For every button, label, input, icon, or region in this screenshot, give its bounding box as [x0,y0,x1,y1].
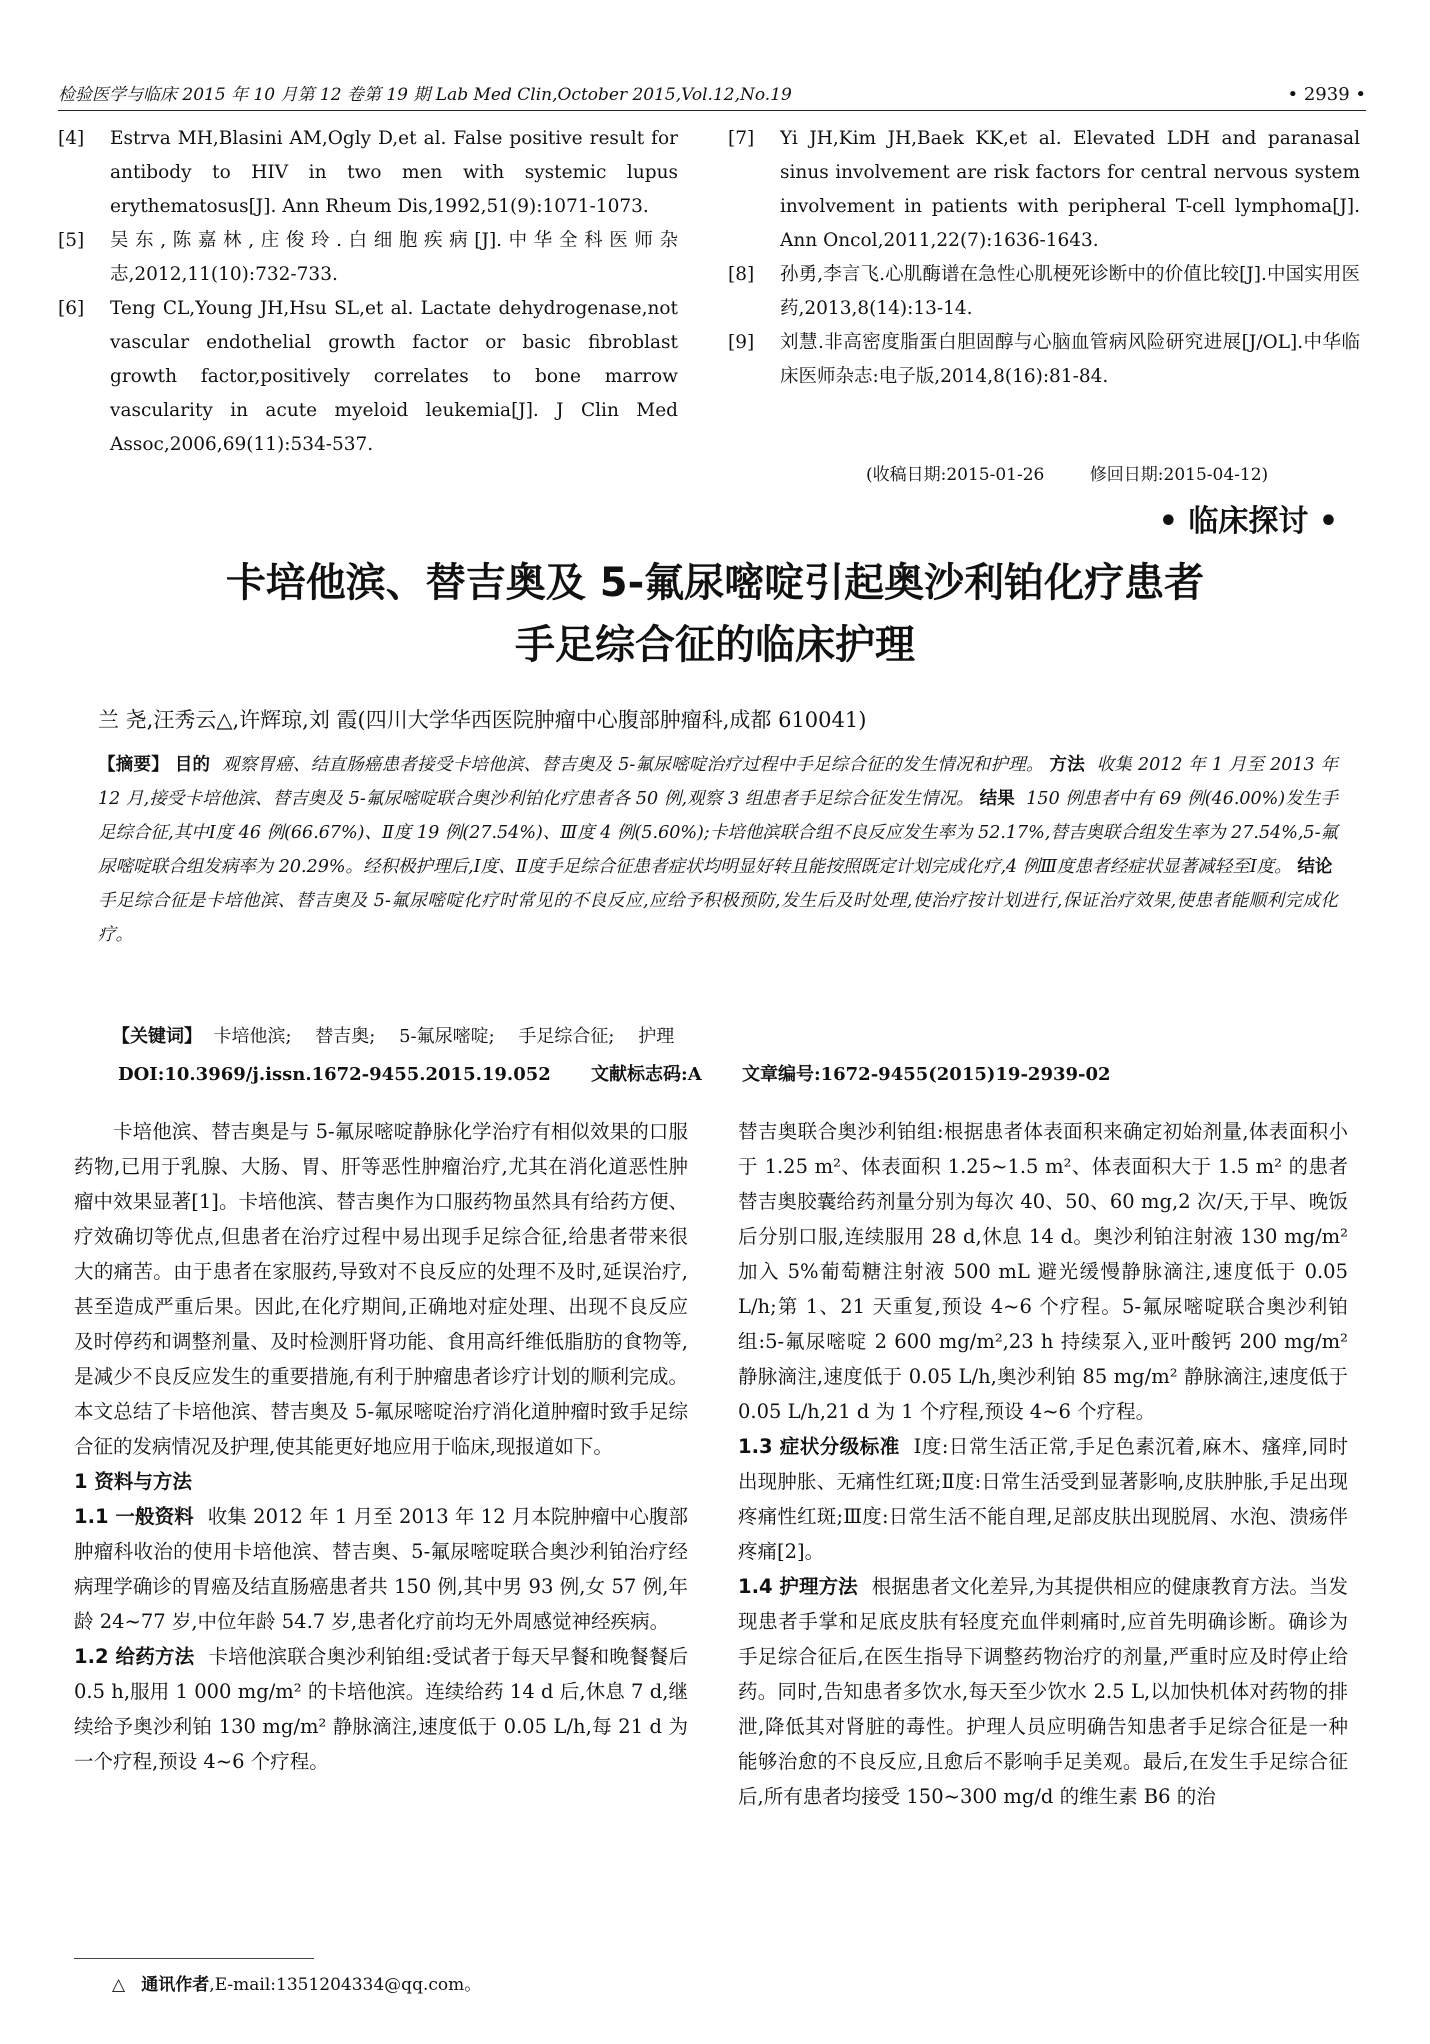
reference-text: 孙勇,李言飞.心肌酶谱在急性心肌梗死诊断中的价值比较[J].中国实用医药,2013,8(14):13-14. [780,264,1360,319]
paragraph-text: 根据患者文化差异,为其提供相应的健康教育方法。当发现患者手掌和足底皮肤有轻度充血伴刺痛时,应首先明确诊断。确诊为手足综合征后,在医生指导下调整药物治疗的剂量,严重时应及时停止给药。同时,告知患者多饮水,每天至少饮水 2.5 L,以加快机体对药物的排泄,降低其对肾脏的毒性。护理人员应明确告知患者手足综合征是一种能够治愈的不良反应,且愈后不影响手足美观。最后,在发生手足综合征后,所有患者均接受 150~300 mg/d 的维生素 B6 的治 [738,1575,1348,1808]
article-number: 文章编号:1672-9455(2015)19-2939-02 [741,1064,1111,1085]
subsection-heading: 1.4 护理方法 [738,1575,858,1598]
article-title [60,552,1370,676]
reference-item [58,224,678,292]
revised-date: 修回日期:2015-04-12) [1089,465,1269,485]
references-left [58,122,678,462]
reference-number: [4] [58,128,85,149]
subsection-heading: 1.1 一般资料 [74,1505,194,1528]
methods-text: 收集 2012 年 1 月至 2013 年 12 月,接受卡培他滨、替吉奥及 5-氟尿嘧啶联合奥沙利铂化疗患者各 50 例,观察 3 组患者手足综合征发生情况。 [98,755,1338,809]
reference-item [728,326,1360,394]
subsection-heading: 1.3 症状分级标准 [738,1435,900,1458]
reference-text: Estrva MH,Blasini AM,Ogly D,et al. False positive result for antibody to HIV in two men with systemic lupus erythematosus[J]. Ann Rheum Dis,1992,51(9):1071-1073. [110,128,678,217]
conclusion-label: 结论 [1297,857,1333,877]
reference-text: 吴东,陈嘉林,庄俊玲.白细胞疾病[J].中华全科医师杂志,2012,11(10):732-733. [110,230,678,285]
title-line-1: 卡培他滨、替吉奥及 5-氟尿嘧啶引起奥沙利铂化疗患者 [225,560,1205,606]
results-label: 结果 [979,789,1015,809]
doi-line [118,1060,1145,1086]
keywords [112,1022,692,1048]
reference-text: 刘慧.非高密度脂蛋白胆固醇与心脑血管病风险研究进展[J/OL].中华临床医师杂志:电子版,2014,8(16):81-84. [780,332,1360,387]
body-column-left [74,1114,688,1779]
reference-item [728,122,1360,258]
reference-item [58,292,678,462]
abstract [98,748,1338,952]
received-dates [866,460,1308,485]
paragraph-text: 卡培他滨联合奥沙利铂组:受试者于每天早餐和晚餐餐后 0.5 h,服用 1 000 mg/m² 的卡培他滨。连续给药 14 d 后,休息 7 d,继续给予奥沙利铂 130 mg/m² 静脉滴注,速度低于 0.05 L/h,每 21 d 为一个疗程,预设 4~6 个疗程。 [74,1645,688,1773]
continued-paragraph: 替吉奥联合奥沙利铂组:根据患者体表面积来确定初始剂量,体表面积小于 1.25 m²、体表面积 1.25~1.5 m²、体表面积大于 1.5 m² 的患者替吉奥胶囊给药剂量分别为每次 40、50、60 mg,2 次/天,于早、晚饭后分别口服,连续服用 28 d,休息 14 d。奥沙利铂注射液 130 mg/m² 加入 5%葡萄糖注射液 500 mL 避光缓慢静脉滴注,速度低于 0.05 L/h;第 1、21 天重复,预设 4~6 个疗程。5-氟尿嘧啶联合奥沙利铂组:5-氟尿嘧啶 2 600 mg/m²,23 h 持续泵入,亚叶酸钙 200 mg/m² 静脉滴注,速度低于 0.05 L/h,奥沙利铂 85 mg/m² 静脉滴注,速度低于 0.05 L/h,21 d 为 1 个疗程,预设 4~6 个疗程。 [738,1120,1348,1423]
footnote-divider [74,1958,314,1959]
document-code: 文献标志码:A [591,1064,702,1085]
reference-number: [6] [58,298,85,319]
paragraph-1-4 [738,1569,1348,1814]
section-heading: 1 资料与方法 [74,1470,192,1493]
abstract-label: 【摘要】 [98,755,169,775]
journal-citation: 检验医学与临床 2015 年 10 月第 12 卷第 19 期 Lab Med Clin,October 2015,Vol.12,No.19 [58,85,792,105]
reference-number: [7] [728,128,755,149]
paragraph-1-1 [74,1499,688,1639]
footnote-email: ,E-mail:1351204334@qq.com。 [209,1975,482,1995]
conclusion-text: 手足综合征是卡培他滨、替吉奥及 5-氟尿嘧啶化疗时常见的不良反应,应给予积极预防,发生后及时处理,使治疗按计划进行,保证治疗效果,使患者能顺利完成化疗。 [98,891,1338,945]
references-right [728,122,1360,394]
keyword: 护理 [638,1026,675,1047]
paragraph-1-2 [74,1639,688,1779]
reference-item [58,122,678,224]
keyword: 卡培他滨; [213,1026,292,1047]
keyword: 替吉奥; [315,1026,376,1047]
paragraph-text: Ⅰ度:日常生活正常,手足色素沉着,麻木、瘙痒,同时出现肿胀、无痛性红斑;Ⅱ度:日常生活受到显著影响,皮肤肿胀,手足出现疼痛性红斑;Ⅲ度:日常生活不能自理,足部皮肤出现脱屑、水泡、溃疡伴疼痛[2]。 [738,1435,1348,1563]
reference-number: [9] [728,332,755,353]
keywords-label: 【关键词】 [112,1026,202,1047]
page-number: • 2939 • [1287,84,1366,105]
title-line-2: 手足综合征的临床护理 [515,622,915,668]
received-date: (收稿日期:2015-01-26 [866,465,1045,485]
objective-label: 目的 [174,755,211,775]
reference-item [728,258,1360,326]
methods-label: 方法 [1049,755,1086,775]
results-text: 150 例患者中有 69 例(46.00%)发生手足综合征,其中Ⅰ度 46 例(66.67%)、Ⅱ度 19 例(27.54%)、Ⅲ度 4 例(5.60%);卡培他滨联合组不良反应发生率为 52.17%,替吉奥联合组发生率为 27.54%,5-氟尿嘧啶联合组发病率为 20.29%。经积极护理后,Ⅰ度、Ⅱ度手足综合征患者症状均明显好转且能按照既定计划完成化疗,4 例Ⅲ度患者经症状显著减轻至Ⅰ度。 [98,789,1338,877]
reference-text: Yi JH,Kim JH,Baek KK,et al. Elevated LDH and paranasal sinus involvement are risk factors for central nervous system involvement in patients with peripheral T-cell lymphoma[J]. Ann Oncol,2011,22(7):1636-1643. [780,128,1360,251]
reference-number: [5] [58,230,85,251]
paragraph-1-3 [738,1429,1348,1569]
paragraph-text: 收集 2012 年 1 月至 2013 年 12 月本院肿瘤中心腹部肿瘤科收治的使用卡培他滨、替吉奥、5-氟尿嘧啶联合奥沙利铂治疗经病理学确诊的胃癌及结直肠癌患者共 150 例,其中男 93 例,女 57 例,年龄 24~77 岁,中位年龄 54.7 岁,患者化疗前均无外周感觉神经疾病。 [74,1505,688,1633]
section-tag: • 临床探讨 • [1158,504,1338,539]
running-header [58,80,1366,111]
subsection-heading: 1.2 给药方法 [74,1645,195,1668]
intro-paragraph: 卡培他滨、替吉奥是与 5-氟尿嘧啶静脉化学治疗有相似效果的口服药物,已用于乳腺、大肠、胃、肝等恶性肿瘤治疗,尤其在消化道恶性肿瘤中效果显著[1]。卡培他滨、替吉奥作为口服药物虽然具有给药方便、疗效确切等优点,但患者在治疗过程中易出现手足综合征,给患者带来很大的痛苦。由于患者在家服药,导致对不良反应的处理不及时,延误治疗,甚至造成严重后果。因此,在化疗期间,正确地对症处理、出现不良反应及时停药和调整剂量、及时检测肝肾功能、食用高纤维低脂肪的食物等,是减少不良反应发生的重要措施,有利于肿瘤患者诊疗计划的顺利完成。本文总结了卡培他滨、替吉奥及 5-氟尿嘧啶治疗消化道肿瘤时致手足综合征的发病情况及护理,使其能更好地应用于临床,现报道如下。 [74,1120,688,1458]
footnote [112,1970,481,1995]
reference-text: Teng CL,Young JH,Hsu SL,et al. Lactate dehydrogenase,not vascular endothelial growth factor or basic fibroblast growth factor,positively correlates to bone marrow vascularity in acute myeloid leukemia[J]. J Clin Med Assoc,2006,69(11):534-537. [110,298,678,455]
footnote-mark: △ [112,1975,126,1995]
doi: DOI:10.3969/j.issn.1672-9455.2015.19.052 [118,1064,551,1085]
objective-text: 观察胃癌、结直肠癌患者接受卡培他滨、替吉奥及 5-氟尿嘧啶治疗过程中手足综合征的发生情况和护理。 [221,755,1044,775]
reference-number: [8] [728,264,755,285]
author-line: 兰 尧,汪秀云△,许辉琼,刘 霞(四川大学华西医院肿瘤中心腹部肿瘤科,成都 610041) [98,708,867,732]
keyword: 手足综合征; [518,1026,615,1047]
keyword: 5-氟尿嘧啶; [399,1026,495,1047]
footnote-label: 通讯作者 [141,1975,210,1995]
body-column-right [738,1114,1348,1814]
